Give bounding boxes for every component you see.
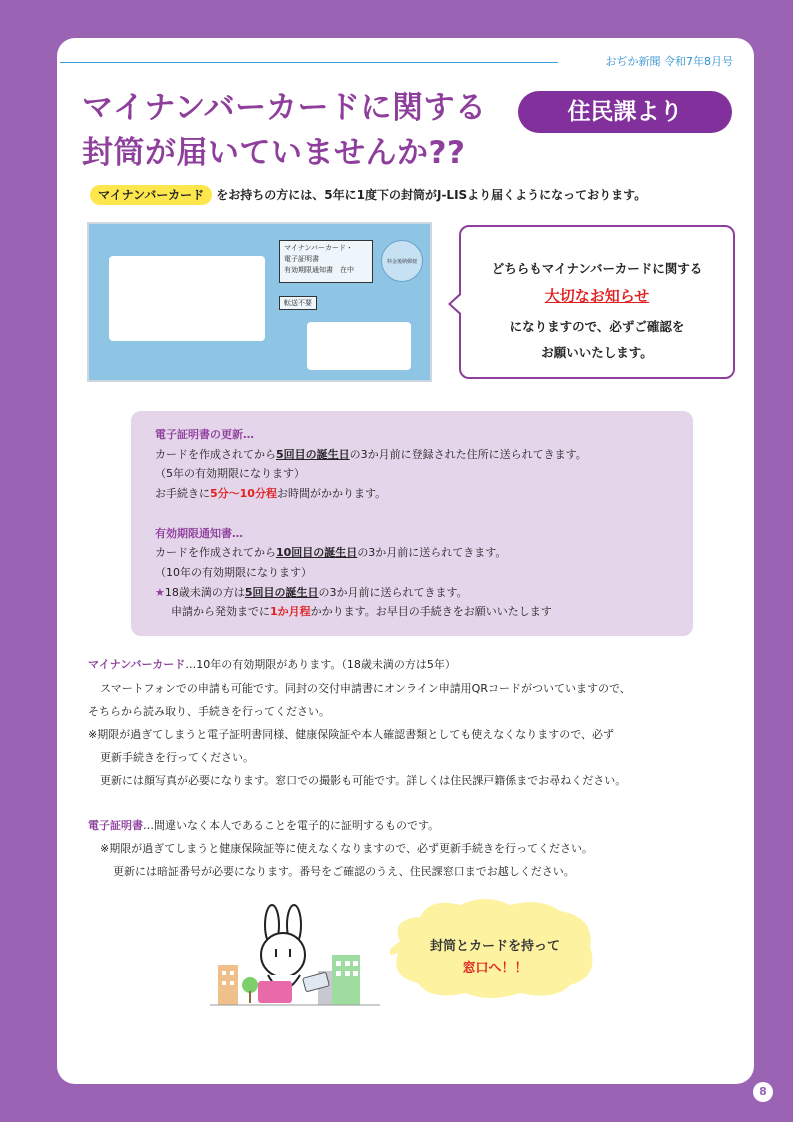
newsletter-header: おぢか新聞 令和7年8月号: [605, 55, 733, 68]
not-forward-label: 転送不要: [279, 296, 317, 310]
envelope-bag-icon: [258, 981, 292, 1003]
notice-line-4: 申請から発効までに1か月程かかります。お早目の手続きをお願いいたします: [171, 605, 552, 618]
bubble-line-4: お願いいたします。: [541, 345, 653, 360]
rabbit-mascot-illustration: [210, 903, 380, 1008]
notice-speech-bubble: [459, 225, 735, 379]
cert-heading: 電子証明書の更新…: [155, 428, 254, 441]
mynumber-line-4: ※期限が過ぎてしまうと電子証明書同様、健康保険証や本人確認書類としても使えなくなりますので、必ず: [88, 728, 614, 741]
bubble-important-notice: 大切なお知らせ: [544, 287, 650, 305]
intro-highlight: マイナンバーカード: [90, 185, 212, 205]
cert-line-3: お手続きに5分〜10分程お時間がかかります。: [155, 487, 387, 500]
bubble-line-3: になりますので、必ずご確認を: [509, 319, 685, 334]
cloud-line-1: 封筒とカードを持って: [429, 939, 560, 954]
header-rule: [60, 62, 558, 63]
mynumber-line-3: そちらから読み取り、手続きを行ってください。: [88, 705, 330, 718]
ecert-line-2: ※期限が過ぎてしまうと健康保険証等に使えなくなりますので、必ず更新手続きを行ってください。: [100, 842, 593, 855]
intro-text: [90, 186, 646, 203]
envelope-label: マイナンバーカード・ 電子証明書 有効期限通知書 在中: [279, 240, 373, 283]
notice-heading: 有効期限通知書…: [155, 527, 243, 540]
cert-line-2: （5年の有効期限になります）: [155, 467, 305, 480]
envelope-image: [87, 222, 432, 382]
building-icon: [218, 965, 238, 1005]
title-line-2: 封筒が届いていませんか??: [82, 135, 466, 171]
ecert-line-1: 電子証明書…間違いなく本人であることを電子的に証明するものです。: [88, 819, 440, 832]
bubble-line-1: どちらもマイナンバーカードに関する: [491, 261, 703, 276]
page-number: 8: [753, 1082, 773, 1102]
ecert-line-3: 更新には暗証番号が必要になります。番号をご確認のうえ、住民課窓口までお越しください。: [113, 865, 575, 878]
notice-line-1: カードを作成されてから10回目の誕生日の3か月前に送られてきます。: [155, 546, 507, 559]
envelope-window-left: [109, 256, 265, 341]
mynumber-line-6: 更新には顔写真が必要になります。窓口での撮影も可能です。詳しくは住民課戸籍係までお尋ねください。: [100, 774, 627, 787]
info-box: [131, 411, 693, 636]
intro-body: をお持ちの方には、5年に1度下の封筒がJ-LISより届くようになっております。: [216, 188, 647, 202]
tree-icon: [242, 977, 258, 993]
star-icon: ★: [155, 586, 165, 599]
postage-stamp-mark: 料金後納郵便: [381, 240, 423, 282]
envelope-window-right: [307, 322, 411, 370]
title-line-1: マイナンバーカードに関する: [82, 90, 487, 126]
department-badge: 住民課より: [518, 91, 732, 133]
cert-line-1: カードを作成されてから5回目の誕生日の3か月前に登録された住所に送られてきます。: [155, 448, 587, 461]
mynumber-line-2: スマートフォンでの申請も可能です。同封の交付申請書にオンライン申請用QRコードがついていますので、: [100, 682, 631, 695]
cloud-callout: [390, 897, 600, 1001]
cloud-line-2: 窓口へ！！: [462, 961, 528, 976]
mynumber-line-5: 更新手続きを行ってください。: [100, 751, 254, 764]
page-title: [82, 86, 487, 176]
mynumber-line-1: マイナンバーカード…10年の有効期限があります。（18歳未満の方は5年）: [88, 658, 456, 671]
notice-line-2: （10年の有効期限になります）: [155, 566, 312, 579]
notice-line-3: ★18歳未満の方は5回目の誕生日の3か月前に送られてきます。: [155, 586, 468, 599]
